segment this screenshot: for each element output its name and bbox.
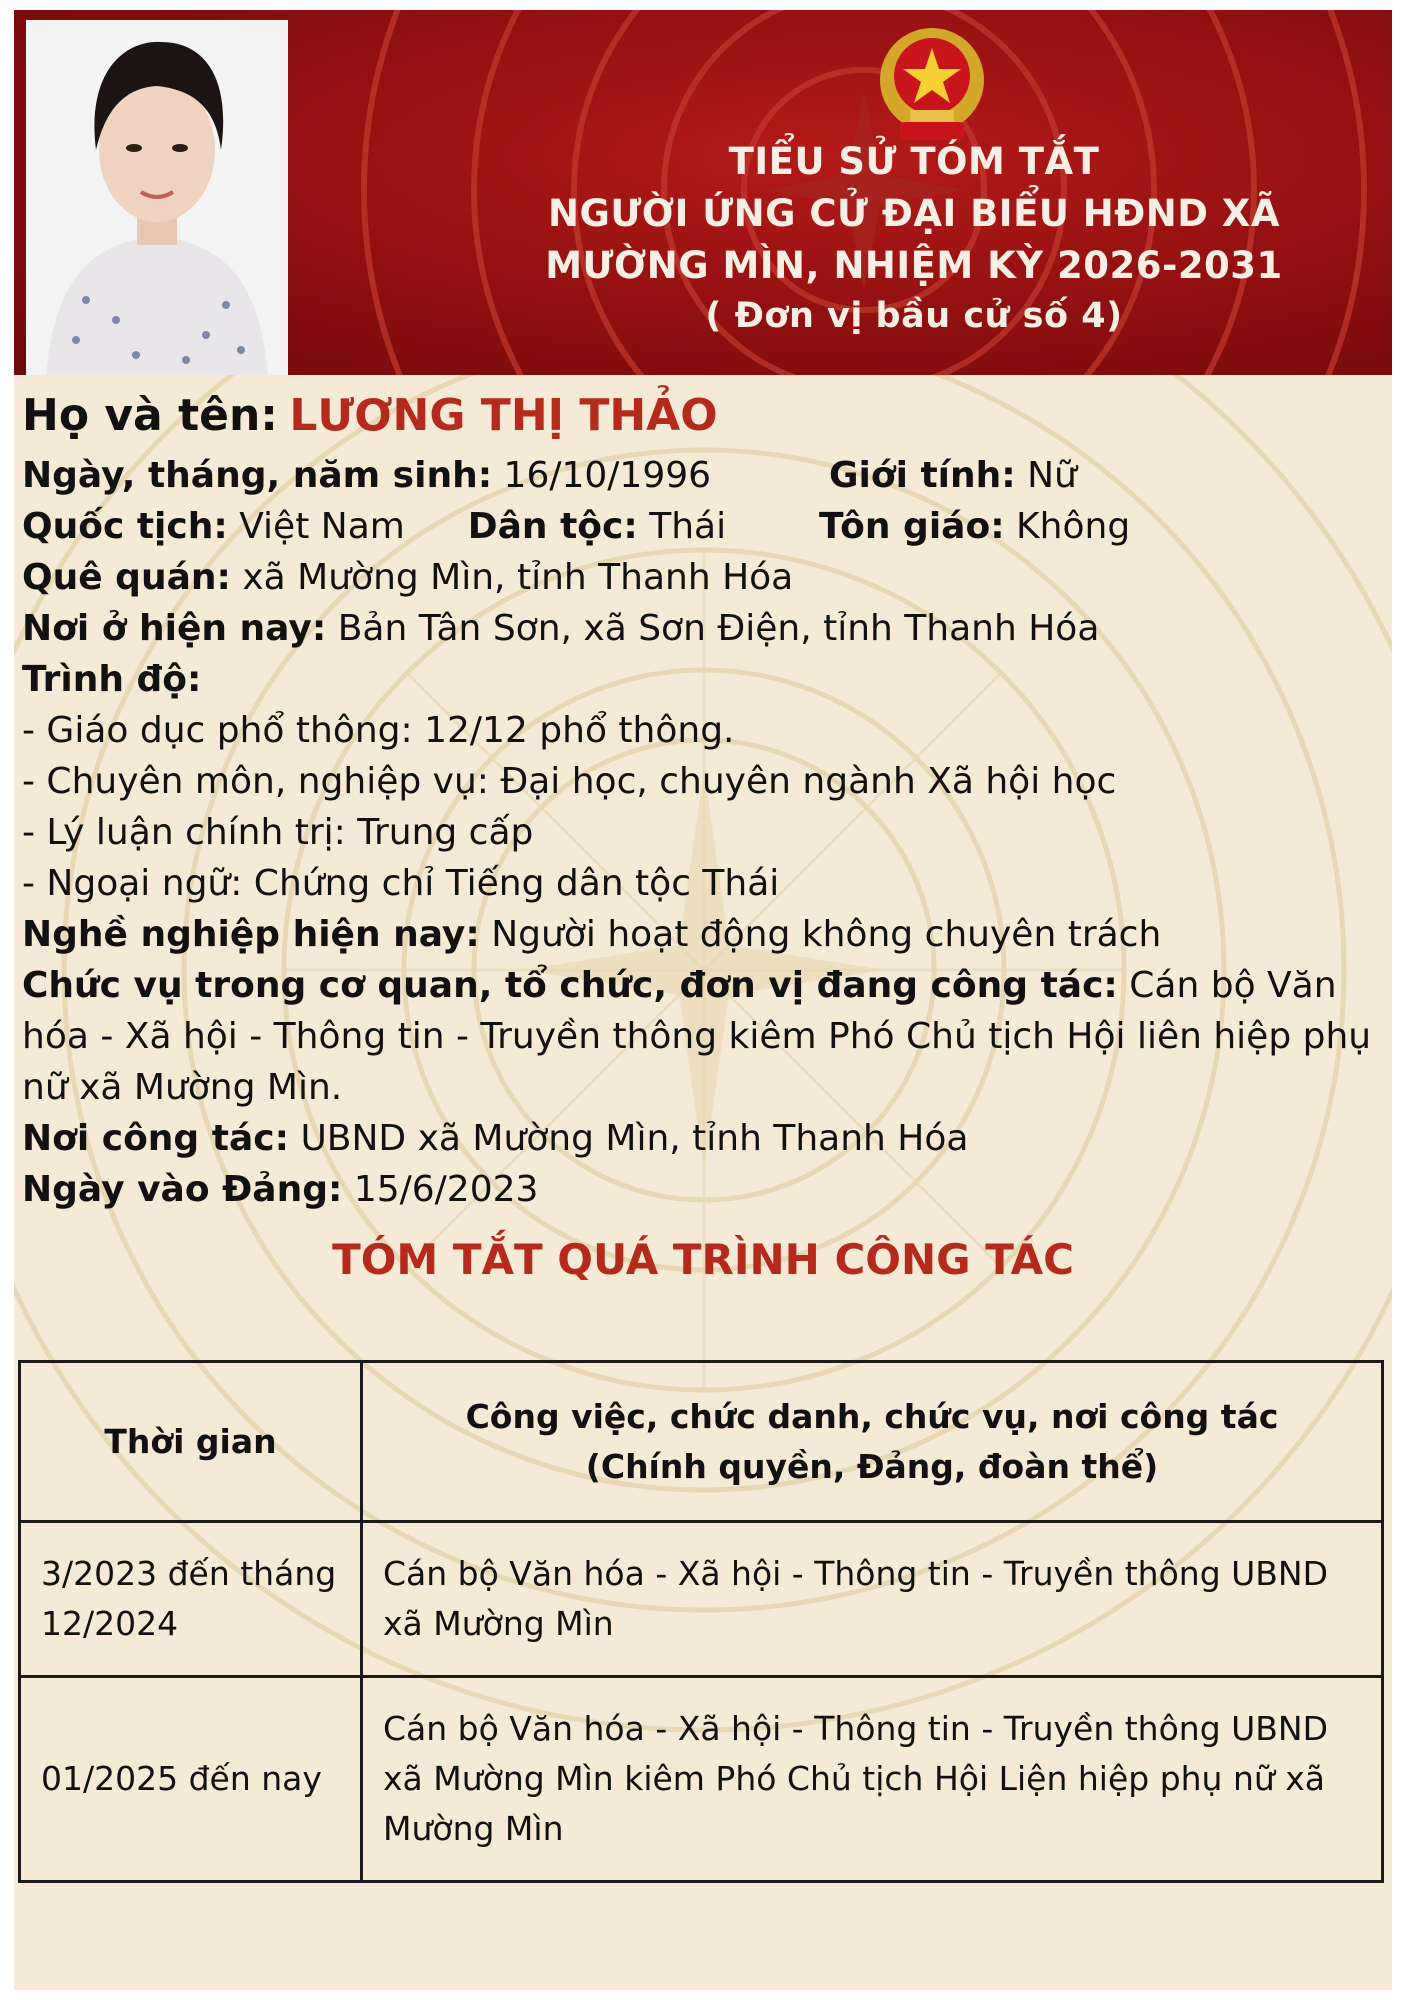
occupation-value: Người hoạt động không chuyên trách [491, 914, 1162, 955]
name-label: Họ và tên: [22, 390, 278, 441]
name-row [22, 385, 1382, 450]
gender-label: Giới tính: [828, 455, 1016, 496]
nationality-row [22, 501, 1382, 552]
dob-row [22, 450, 1382, 501]
occupation-row [22, 909, 1382, 960]
national-emblem-icon [876, 26, 988, 146]
header-title-line-1: TIỂU SỬ TÓM TẮT [728, 140, 1100, 183]
religion-label: Tôn giáo: [818, 506, 1005, 547]
party-row [22, 1164, 1382, 1215]
column-header-time: Thời gian [20, 1362, 362, 1522]
edu-language: - Ngoại ngữ: Chứng chỉ Tiếng dân tộc Thái [22, 863, 780, 904]
portrait-illustration [26, 20, 288, 375]
edu-professional: - Chuyên môn, nghiệp vụ: Đại học, chuyên ngành Xã hội học [22, 761, 1117, 802]
position-label: Chức vụ trong cơ quan, tổ chức, đơn vị đang công tác: [22, 965, 1118, 1006]
edu-political: - Lý luận chính trị: Trung cấp [22, 812, 534, 853]
row-job: Cán bộ Văn hóa - Xã hội - Thông tin - Truyền thông UBND xã Mường Mìn [362, 1522, 1383, 1677]
hometown-value: xã Mường Mìn, tỉnh Thanh Hóa [242, 557, 794, 598]
occupation-label: Nghề nghiệp hiện nay: [22, 914, 480, 955]
candidate-photo [26, 20, 288, 375]
row-job: Cán bộ Văn hóa - Xã hội - Thông tin - Truyền thông UBND xã Mường Mìn kiêm Phó Chủ tịch Hội Liện hiệp phụ nữ xã Mường Mìn [362, 1677, 1383, 1882]
table-header-row [20, 1362, 1383, 1522]
residence-row [22, 603, 1382, 654]
position-row [22, 960, 1372, 1113]
biography-section [22, 385, 1382, 1215]
header-title-line-2: NGƯỜI ỨNG CỬ ĐẠI BIỂU HĐND XÃ [548, 192, 1280, 235]
position-value: Cán bộ Văn hóa - Xã hội - Thông tin - Truyền thông kiêm Phó Chủ tịch Hội liên hiệp phụ nữ xã Mường Mìn. [22, 965, 1372, 1108]
edu-general: - Giáo dục phổ thông: 12/12 phổ thông. [22, 710, 735, 751]
row-time: 3/2023 đến tháng 12/2024 [20, 1522, 362, 1677]
work-history-title: TÓM TẮT QUÁ TRÌNH CÔNG TÁC [332, 1235, 1074, 1284]
hometown-row [22, 552, 1382, 603]
dob-label: Ngày, tháng, năm sinh: [22, 455, 493, 496]
table-row [20, 1677, 1383, 1882]
document-page [14, 10, 1392, 1990]
column-header-job-line2: (Chính quyền, Đảng, đoàn thể) [585, 1446, 1159, 1486]
ethnicity-label: Dân tộc: [467, 506, 638, 547]
header-title-line-3: MƯỜNG MÌN, NHIỆM KỲ 2026-2031 [545, 244, 1283, 287]
residence-label: Nơi ở hiện nay: [22, 608, 327, 649]
row-time: 01/2025 đến nay [20, 1677, 362, 1882]
header-banner [14, 10, 1392, 375]
workplace-label: Nơi công tác: [22, 1118, 289, 1159]
nationality-label: Quốc tịch: [22, 506, 228, 547]
column-header-job [362, 1362, 1383, 1522]
name-value: LƯƠNG THỊ THẢO [289, 390, 718, 441]
workplace-row [22, 1113, 1382, 1164]
party-value: 15/6/2023 [353, 1169, 539, 1210]
table-row [20, 1522, 1383, 1677]
workplace-value: UBND xã Mường Mìn, tỉnh Thanh Hóa [300, 1118, 969, 1159]
nationality-value: Việt Nam [239, 506, 405, 547]
column-header-job-line1: Công việc, chức danh, chức vụ, nơi công tác [465, 1396, 1279, 1436]
residence-value: Bản Tân Sơn, xã Sơn Điện, tỉnh Thanh Hóa [337, 608, 1100, 649]
religion-value: Không [1016, 506, 1131, 547]
ethnicity-value: Thái [649, 506, 727, 547]
gender-value: Nữ [1027, 455, 1077, 496]
work-history-table [18, 1360, 1384, 1883]
hometown-label: Quê quán: [22, 557, 231, 598]
dob-value: 16/10/1996 [503, 455, 712, 496]
party-label: Ngày vào Đảng: [22, 1169, 343, 1210]
education-label: Trình độ: [22, 659, 202, 700]
education-row [22, 654, 1382, 705]
header-title-line-4: ( Đơn vị bầu cử số 4) [705, 296, 1123, 336]
